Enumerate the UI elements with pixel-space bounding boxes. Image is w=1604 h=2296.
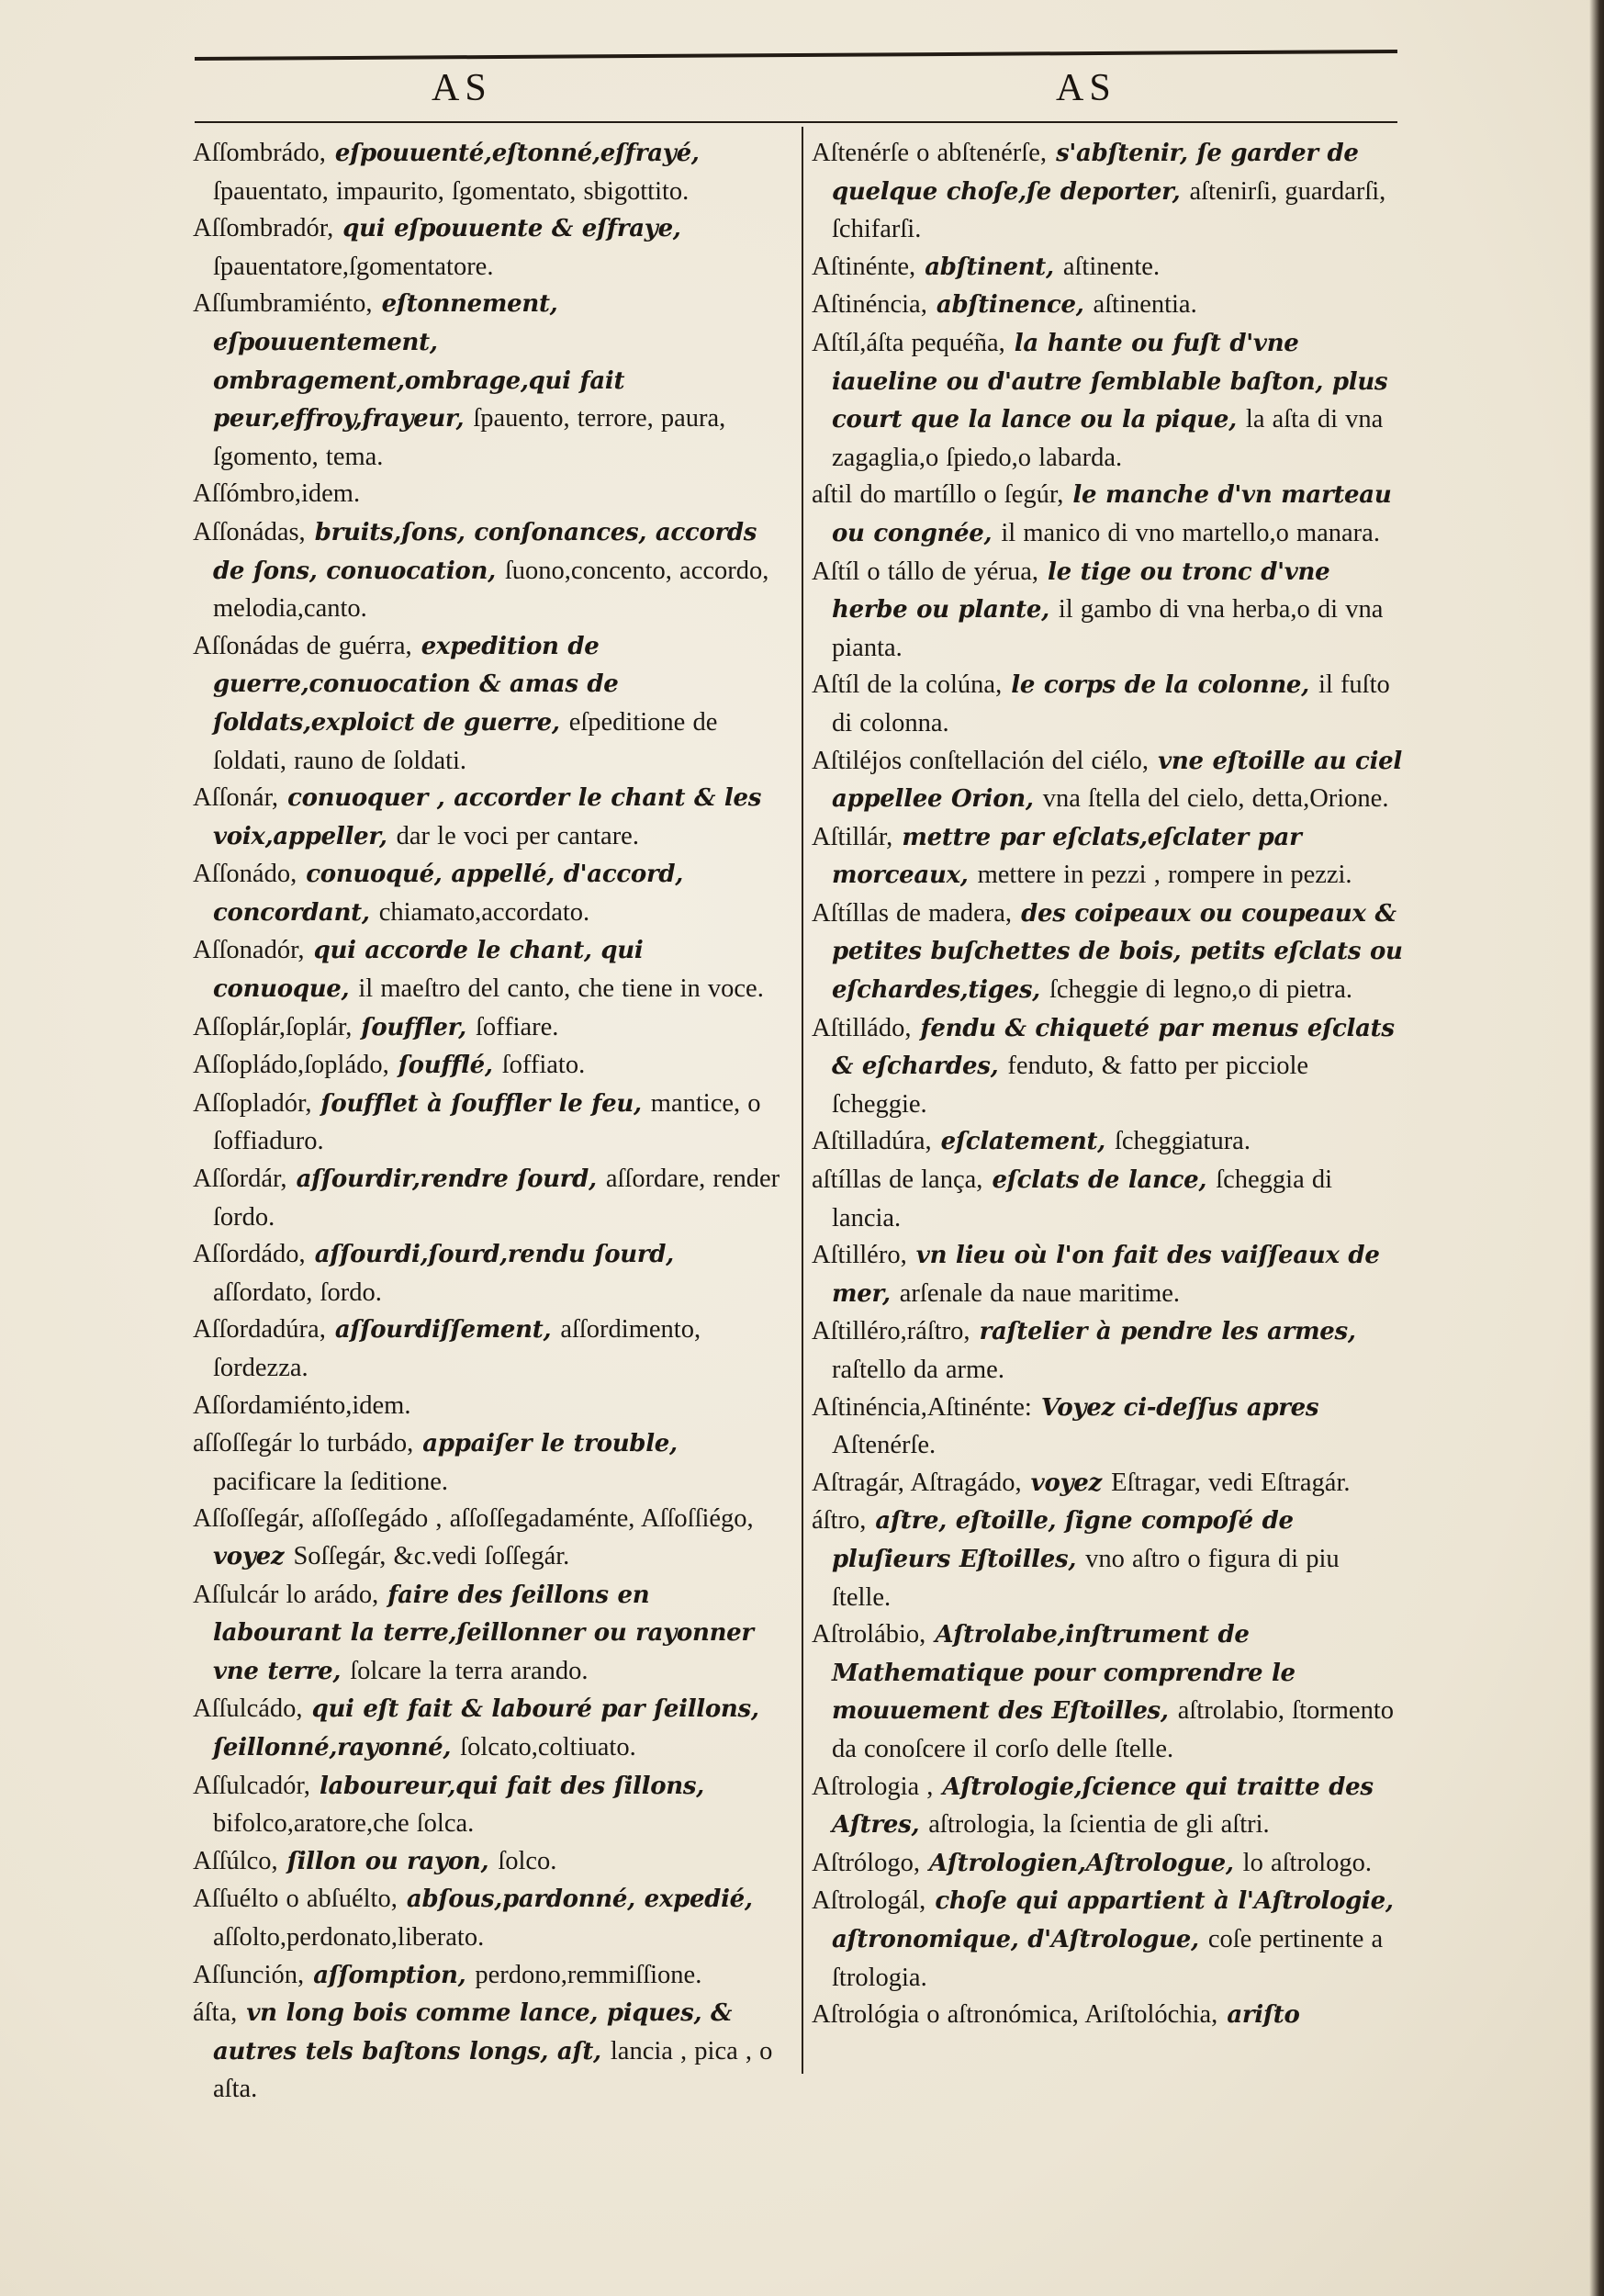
entry-french-gloss: le manche d'vn marteau ou congnée, [832, 481, 1392, 547]
entry-headword: Aſſordár, [193, 1165, 287, 1194]
entry-italian-gloss: Eſtragar, vedi Eſtragár. [1111, 1468, 1351, 1497]
entry-headword: Aſtrológia o aſtronómica, Ariſtolóchia, [812, 2000, 1218, 2030]
entry-french-gloss: conuoqué, appellé, d'accord, concordant, [213, 861, 683, 927]
entry-french-gloss: qui accorde le chant, qui conuoque, [213, 937, 644, 1004]
entry-french-gloss: ariſto [1227, 2001, 1300, 2030]
column-divider [802, 127, 803, 2074]
entry-french-gloss: faire des ſeillons en labourant la terre,ſeillonner ou rayonner vne terre, [213, 1581, 754, 1685]
entry-italian-gloss: ſcheggiatura. [1114, 1127, 1251, 1156]
entry-italian-gloss: vno aſtro o figura di piu ſtelle. [832, 1544, 1340, 1612]
entry-french-gloss: abſtinent, [925, 253, 1054, 281]
entry-french-gloss: le corps de la colonne, [1011, 671, 1309, 700]
entry-italian-gloss: aſtrologia, la ſcientia de gli aſtri. [928, 1810, 1270, 1840]
dictionary-entry [193, 1994, 780, 2108]
entry-french-gloss: des coipeaux ou coupeaux & petites buſchettes de bois, petits eſclats ou eſchardes,tiges, [832, 899, 1403, 1005]
entry-headword: Aſſómbro,idem. [193, 479, 361, 509]
entry-french-gloss: Aſtrologien,Aſtrologue, [929, 1849, 1234, 1877]
entry-headword: Aſtinéncia,Aſtinénte: [812, 1392, 1032, 1422]
entry-italian-gloss: ſoffiare. [475, 1012, 559, 1041]
right-column [812, 134, 1404, 2034]
entry-headword: Aſtilladúra, [812, 1127, 932, 1156]
dictionary-entry [193, 1880, 780, 1955]
entry-french-gloss: eſclatement, [940, 1128, 1105, 1156]
entry-headword: Aſtrólogo, [812, 1848, 920, 1877]
entry-headword: Aſtinéncia, [812, 290, 927, 320]
entry-italian-gloss: coſe pertinente a ſtrologia. [832, 1924, 1384, 1992]
entry-headword: Aſtíl,áſta pequéña, [812, 328, 1005, 357]
dictionary-entry [812, 1389, 1404, 1464]
entry-french-gloss: eſclats de lance, [992, 1166, 1207, 1195]
entry-french-gloss: ſoufflé, [398, 1052, 493, 1080]
entry-italian-gloss: ſolco. [498, 1846, 557, 1875]
entry-italian-gloss: ſcheggie di legno,o di pietra. [1049, 975, 1353, 1005]
dictionary-entry [812, 1882, 1404, 1996]
entry-italian-gloss: raſtello da arme. [832, 1356, 1004, 1384]
dictionary-entry [193, 1690, 780, 1766]
entry-french-gloss: eſpouuenté,eſtonné,eſfrayé, [334, 140, 700, 167]
entry-french-gloss: vn lieu où l'on fait des vaiſſeaux de mer, [832, 1242, 1380, 1308]
entry-french-gloss: ſoufflet à ſouffler le feu, [320, 1089, 642, 1118]
entry-italian-gloss: lo aſtrologo. [1242, 1848, 1372, 1877]
entry-italian-gloss: chiamato,accordato. [378, 897, 590, 927]
dictionary-entry [193, 779, 780, 855]
entry-french-gloss: qui eſpouuente & eſfraye, [342, 215, 681, 243]
dictionary-entry [812, 742, 1404, 818]
dictionary-entry [193, 1424, 780, 1500]
entry-french-gloss: aſtre, eſtoille, ſigne compoſé de pluſieurs Eſtoilles, [832, 1507, 1294, 1573]
dictionary-entry [812, 1996, 1404, 2034]
entry-headword: Aſtíl o tállo de yérua, [812, 557, 1038, 586]
dictionary-entry [193, 1500, 780, 1575]
entry-headword: Aſſoplár,ſoplár, [193, 1012, 353, 1041]
dictionary-entry [193, 475, 780, 513]
entry-french-gloss: le tige ou tronc d'vne herbe ou plante, [832, 557, 1330, 625]
dictionary-entry [812, 1502, 1404, 1615]
entry-italian-gloss: aſſordimento, ſordezza. [213, 1315, 701, 1382]
dictionary-entry [812, 476, 1404, 552]
entry-italian-gloss: vna ſtella del cielo, detta,Orione. [1042, 784, 1389, 814]
entry-french-gloss: la hante ou fuſt d'vne iaueline ou d'autre ſemblable baſton, plus court que la lance ou la pique, [832, 329, 1388, 434]
entry-headword: Aſtenérſe o abſtenérſe, [812, 139, 1047, 167]
entry-headword: Aſtiléjos conſtellación del ciélo, [812, 746, 1150, 775]
entry-italian-gloss: aſſordare, render ſordo. [213, 1165, 780, 1232]
dictionary-entry [193, 209, 780, 285]
dictionary-entry [193, 513, 780, 627]
running-head-right: AS [1056, 67, 1116, 109]
entry-headword: Aſtrologia , [812, 1772, 934, 1801]
entry-italian-gloss: aſtenirſi, guardarſi, ſchifarſi. [832, 176, 1386, 244]
entry-french-gloss: voyez [1030, 1469, 1103, 1497]
entry-french-gloss: aſſourdir,rendre ſourd, [296, 1165, 597, 1194]
entry-italian-gloss: ſolcare la terra arando. [350, 1656, 589, 1685]
entry-french-gloss: choſe qui appartient à l'Aſtrologie, aſtronomique, d'Aſtrologue, [832, 1887, 1394, 1953]
dictionary-entry [812, 134, 1404, 248]
entry-french-gloss: s'abſtenir, ſe garder de quelque choſe,ſe deporter, [832, 140, 1359, 206]
dictionary-entry [193, 931, 780, 1007]
dictionary-entry [812, 324, 1404, 476]
entry-headword: Aſſúlco, [193, 1846, 278, 1875]
entry-italian-gloss: ſpauento, terrore, paura, ſgomento, tema. [213, 404, 726, 471]
entry-headword: Aſſulcádo, [193, 1694, 303, 1724]
entry-headword: Aſtíl de la colúna, [812, 670, 1003, 700]
entry-french-gloss: ſillon ou rayon, [286, 1847, 489, 1875]
dictionary-entry [812, 1122, 1404, 1161]
dictionary-entry [812, 248, 1404, 287]
dictionary-entry [812, 1844, 1404, 1883]
dictionary-entry [812, 666, 1404, 741]
dictionary-entry [193, 1956, 780, 1995]
entry-headword: Aſſuélto o abſuélto, [193, 1885, 398, 1914]
entry-headword: áſta, [193, 1998, 238, 2028]
entry-italian-gloss: pacificare la ſeditione. [213, 1467, 448, 1496]
entry-headword: Aſſordádo, [193, 1240, 306, 1269]
entry-italian-gloss: aſtinentia. [1093, 290, 1197, 320]
binding-shadow [1589, 0, 1604, 2296]
entry-french-gloss: qui eſt fait & labouré par ſeillons, ſeillonné,rayonné, [213, 1695, 759, 1761]
entry-headword: Aſſonádas de guérra, [193, 631, 412, 660]
entry-italian-gloss: ſcheggia di lancia. [832, 1165, 1333, 1232]
entry-headword: Aſſombrádo, [193, 139, 326, 167]
entry-italian-gloss: aſtrolabio, ſtormento da conoſcere il corſo delle ſtelle. [832, 1696, 1394, 1763]
entry-italian-gloss: aſtinente. [1062, 252, 1161, 281]
entry-headword: Aſſombradór, [193, 214, 334, 243]
entry-headword: Aſtinénte, [812, 252, 916, 281]
entry-italian-gloss: Aſtenérſe. [832, 1431, 937, 1460]
entry-headword: Aſtrolábio, [812, 1620, 926, 1649]
entry-italian-gloss: arſenale da naue maritime. [899, 1278, 1181, 1308]
entry-italian-gloss: ſolcato,coltiuato. [460, 1732, 636, 1761]
entry-french-gloss: fendu & chiqueté par menus eſclats & eſchardes, [832, 1014, 1395, 1081]
entry-headword: Aſſulcadór, [193, 1771, 310, 1800]
entry-french-gloss: vn long bois comme lance, piques, & autres tels baſtons longs, aſt, [213, 1999, 733, 2065]
entry-headword: Aſſonár, [193, 783, 279, 813]
entry-italian-gloss: bifolco,aratore,che ſolca. [213, 1809, 475, 1839]
entry-french-gloss: Aſtrologie,ſcience qui traitte des Aſtres, [832, 1773, 1374, 1840]
dictionary-entry [812, 286, 1404, 324]
dictionary-entry [812, 1009, 1404, 1123]
dictionary-entry [812, 1464, 1404, 1503]
entry-italian-gloss: ſpauentatore,ſgomentatore. [213, 252, 494, 281]
entry-headword: aſtil do martíllo o ſegúr, [812, 480, 1064, 510]
entry-french-gloss: aſſourdi,ſourd,rendu ſourd, [314, 1241, 674, 1269]
entry-french-gloss: aſſourdiſſement, [334, 1316, 552, 1345]
entry-french-gloss: Voyez ci-deſſus apres [1040, 1393, 1319, 1422]
entry-headword: Aſſonadór, [193, 936, 305, 965]
entry-italian-gloss: il maeſtro del canto, che tiene in voce. [358, 974, 764, 1004]
dictionary-entry [193, 1842, 780, 1881]
entry-italian-gloss: eſpeditione de ſoldati, rauno de ſoldati. [213, 707, 718, 775]
dictionary-entry [193, 1311, 780, 1386]
entry-headword: Aſſumbramiénto, [193, 289, 373, 319]
entry-italian-gloss: aſſolto,perdonato,liberato. [213, 1922, 485, 1952]
entry-headword: aſſoſſegár lo turbádo, [193, 1429, 414, 1458]
entry-headword: Aſtrologál, [812, 1886, 926, 1916]
dictionary-entry [812, 553, 1404, 667]
entry-headword: Aſſonádo, [193, 860, 297, 889]
dictionary-entry [193, 1046, 780, 1085]
entry-french-gloss: abſous,pardonné, expedié, [406, 1885, 753, 1914]
entry-headword: Aſſulcár lo arádo, [193, 1580, 379, 1609]
entry-italian-gloss: il gambo di vna herba,o di vna pianta. [832, 595, 1384, 662]
entry-french-gloss: raſtelier à pendre les armes, [979, 1318, 1356, 1346]
entry-headword: Aſtilléro,ráſtro, [812, 1317, 970, 1346]
entry-italian-gloss: mettere in pezzi , rompere in pezzi. [977, 861, 1352, 890]
dictionary-entry [193, 1387, 780, 1425]
entry-headword: Aſſoſſegár, aſſoſſegádo , aſſoſſegadaménte, Aſſoſſiégo, [193, 1504, 754, 1534]
dictionary-entry [193, 1085, 780, 1160]
entry-french-gloss: mettre par eſclats,eſclater par morceaux, [832, 823, 1302, 890]
dictionary-entry [812, 818, 1404, 895]
entry-headword: aſtíllas de lança, [812, 1165, 983, 1195]
entry-italian-gloss: fenduto, & fatto per picciole ſcheggie. [832, 1052, 1309, 1119]
entry-italian-gloss: dar le voci per cantare. [396, 821, 639, 850]
entry-french-gloss: expedition de guerre,conuocation & amas de ſoldats,exploict de guerre, [213, 632, 619, 737]
entry-french-gloss: voyez [213, 1542, 285, 1570]
head-rule [195, 121, 1397, 123]
dictionary-entry [193, 627, 780, 779]
entry-french-gloss: eſtonnement, eſpouuentement, ombragement,ombrage,qui fait peur,effroy,frayeur, [213, 290, 625, 433]
entry-headword: Aſſonádas, [193, 517, 306, 546]
dictionary-entry [193, 1235, 780, 1311]
dictionary-entry [812, 1161, 1404, 1236]
entry-headword: Aſſopládo,ſopládo, [193, 1051, 389, 1080]
entry-italian-gloss: il fuſto di colonna. [832, 670, 1390, 737]
running-head-left: AS [432, 67, 492, 109]
entry-italian-gloss: aſſordato, ſordo. [213, 1277, 382, 1307]
entry-italian-gloss: ſuono,concento, accordo, melodia,canto. [213, 556, 769, 624]
dictionary-entry [812, 1312, 1404, 1388]
entry-italian-gloss: la aſta di vna zagaglia,o ſpiedo,o labarda. [832, 405, 1384, 472]
dictionary-entry [193, 134, 780, 209]
entry-french-gloss: abſtinence, [936, 291, 1084, 320]
entry-headword: Aſtilléro, [812, 1241, 907, 1270]
entry-headword: Aſſunción, [193, 1960, 305, 1989]
dictionary-entry [193, 1767, 780, 1842]
entry-headword: áſtro, [812, 1506, 867, 1536]
entry-french-gloss: appaiſer le trouble, [422, 1430, 678, 1458]
entry-italian-gloss: mantice, o ſoffiaduro. [213, 1088, 761, 1156]
entry-italian-gloss: perdono,remmiſſione. [475, 1960, 702, 1989]
entry-french-gloss: conuoquer , accorder le chant & les voix,appeller, [213, 784, 762, 850]
dictionary-entry [812, 1236, 1404, 1312]
entry-italian-gloss: il manico di vno martello,o manara. [1001, 518, 1380, 547]
dictionary-entry [193, 1576, 780, 1691]
left-column [193, 134, 780, 2108]
entry-headword: Aſſordadúra, [193, 1315, 326, 1345]
entry-headword: Aſtillár, [812, 822, 893, 851]
dictionary-entry [812, 1615, 1404, 1767]
entry-italian-gloss: ſpauentato, impaurito, ſgomentato, sbigottito. [213, 176, 690, 206]
entry-headword: Aſtilládo, [812, 1013, 912, 1042]
entry-french-gloss: aſſomption, [313, 1961, 466, 1989]
dictionary-entry [193, 1008, 780, 1047]
entry-headword: Aſſordamiénto,idem. [193, 1390, 411, 1420]
entry-italian-gloss: Soſſegár, &c.vedi ſoſſegár. [293, 1541, 570, 1570]
entry-headword: Aſſopladór, [193, 1088, 312, 1118]
entry-headword: Aſtragár, Aſtragádo, [812, 1468, 1022, 1497]
entry-italian-gloss: ſoffiato. [501, 1051, 586, 1080]
entry-french-gloss: Aſtrolabe,inſtrument de Mathematique pour comprendre le mouuement des Eſtoilles, [832, 1621, 1296, 1726]
dictionary-entry [193, 1160, 780, 1235]
entry-headword: Aſtíllas de madera, [812, 898, 1013, 928]
entry-french-gloss: vne eſtoille au ciel appellee Orion, [832, 747, 1402, 814]
entry-french-gloss: laboureur,qui fait des ſillons, [319, 1772, 704, 1800]
dictionary-entry [812, 895, 1404, 1009]
dictionary-entry [193, 285, 780, 475]
dictionary-entry [193, 855, 780, 931]
entry-italian-gloss: lancia , pica , o aſta. [213, 2036, 773, 2104]
entry-french-gloss: ſouffler, [361, 1013, 466, 1041]
entry-french-gloss: bruits,ſons, conſonances, accords de ſons, conuocation, [213, 518, 757, 585]
dictionary-entry [812, 1768, 1404, 1844]
